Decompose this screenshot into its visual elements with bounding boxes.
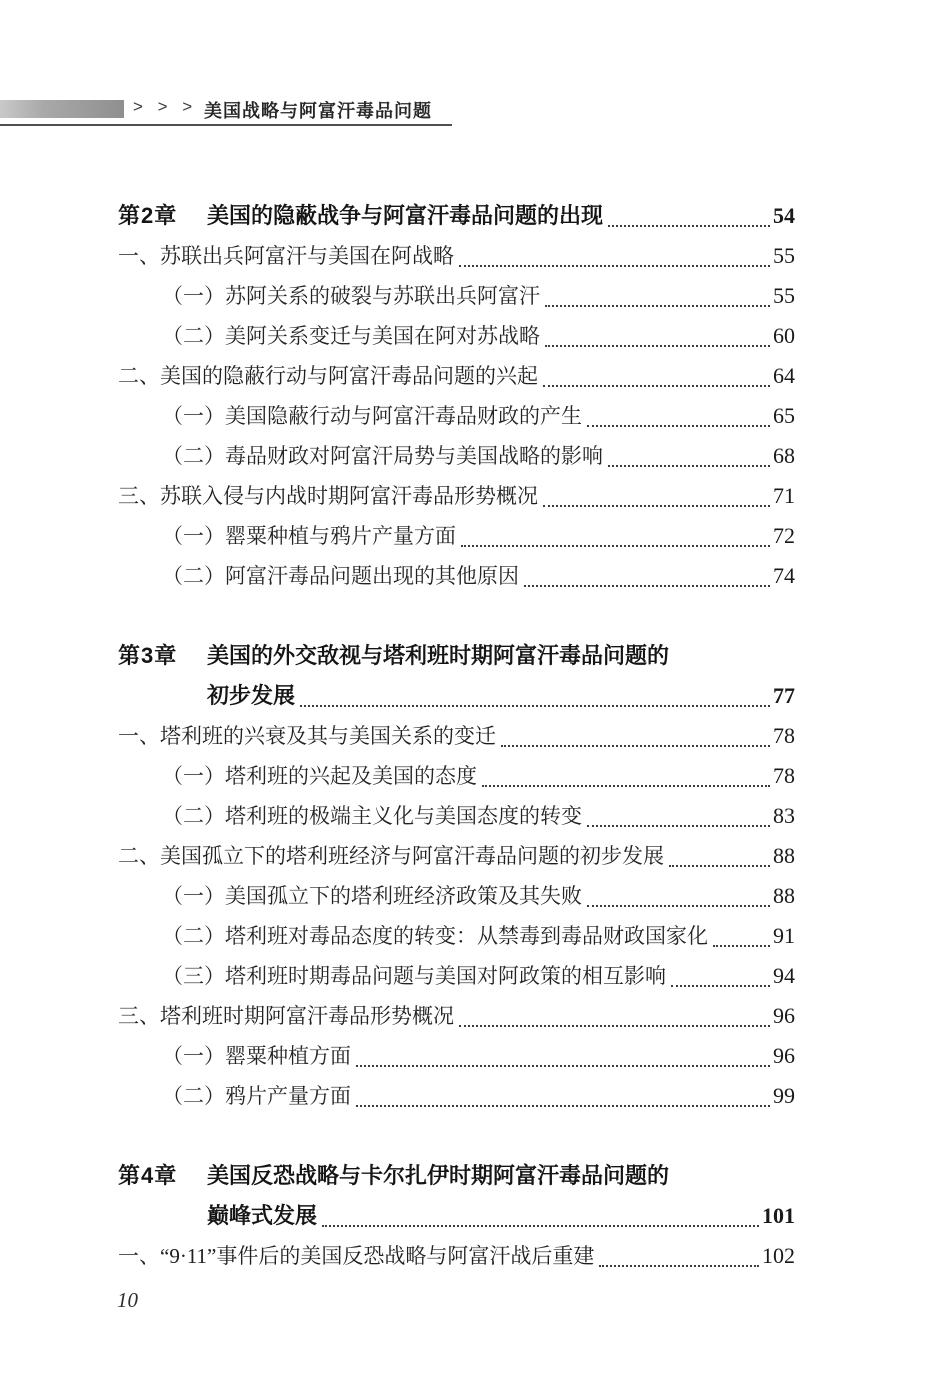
toc-entry <box>118 1076 795 1116</box>
toc-entry <box>118 1236 795 1276</box>
toc-entry-text: 一、塔利班的兴衰及其与美国关系的变迁 <box>118 724 496 748</box>
toc-entry <box>118 356 795 396</box>
toc-entry-text: 初步发展 <box>207 683 296 708</box>
toc-entry-page: 65 <box>773 403 795 428</box>
toc-entry <box>118 996 795 1036</box>
toc-entry-text: （一）罂粟种植与鸦片产量方面 <box>162 524 456 548</box>
toc-entry-page: 55 <box>773 243 795 268</box>
dot-leader <box>545 345 770 347</box>
toc-entry-text: 二、美国孤立下的塔利班经济与阿富汗毒品问题的初步发展 <box>118 844 664 868</box>
toc-entry <box>118 476 795 516</box>
dot-leader <box>543 385 770 387</box>
toc-entry-text: 美国的隐蔽战争与阿富汗毒品问题的出现 <box>207 203 604 228</box>
toc-entry <box>118 876 795 916</box>
chapter-label: 第4章 <box>118 1163 178 1188</box>
toc-entry-text: （一）美国孤立下的塔利班经济政策及其失败 <box>162 884 582 908</box>
toc-entry-text: （一）美国隐蔽行动与阿富汗毒品财政的产生 <box>162 404 582 428</box>
toc-entry-text: 一、“9·11”事件后的美国反恐战略与阿富汗战后重建 <box>118 1244 595 1268</box>
toc-entry-page: 78 <box>773 763 795 788</box>
chapter-label: 第2章 <box>118 203 178 228</box>
toc-entry <box>118 836 795 876</box>
dot-leader <box>608 225 770 227</box>
toc-entry-page: 72 <box>773 523 795 548</box>
dot-leader <box>322 1225 759 1227</box>
dot-leader <box>587 905 770 907</box>
toc-entry-page: 83 <box>773 803 795 828</box>
toc-entry-page: 94 <box>773 963 795 988</box>
toc-entry <box>118 1156 795 1196</box>
toc-entry <box>118 956 795 996</box>
dot-leader <box>713 945 770 947</box>
dot-leader <box>300 705 770 707</box>
page-number: 10 <box>117 1288 138 1312</box>
toc-entry <box>118 1196 795 1236</box>
toc-entry <box>118 316 795 356</box>
dot-leader <box>461 545 770 547</box>
toc-entry-page: 77 <box>773 683 795 708</box>
toc-entry-page: 96 <box>773 1043 795 1068</box>
toc-entry-page: 88 <box>773 843 795 868</box>
toc-entry-page: 68 <box>773 443 795 468</box>
toc-entry <box>118 676 795 716</box>
toc-entry-text: 美国的外交敌视与塔利班时期阿富汗毒品问题的 <box>207 643 670 668</box>
toc-entry <box>118 516 795 556</box>
dot-leader <box>587 825 770 827</box>
toc-entry-page: 91 <box>773 923 795 948</box>
toc-entry <box>118 436 795 476</box>
dot-leader <box>356 1105 770 1107</box>
toc-entry-text: （二）塔利班的极端主义化与美国态度的转变 <box>162 804 582 828</box>
dot-leader <box>524 585 770 587</box>
toc-entry-text: （一）苏阿关系的破裂与苏联出兵阿富汗 <box>162 284 540 308</box>
toc-entry <box>118 276 795 316</box>
dot-leader <box>545 305 770 307</box>
toc-entry-text: （二）美阿关系变迁与美国在阿对苏战略 <box>162 324 540 348</box>
toc-entry <box>118 236 795 276</box>
toc-entry <box>118 196 795 236</box>
toc-entry <box>118 1036 795 1076</box>
toc-entry-page: 74 <box>773 563 795 588</box>
toc-entry <box>118 716 795 756</box>
toc-entry-page: 101 <box>762 1203 795 1228</box>
toc-entry-text: （一）塔利班的兴起及美国的态度 <box>162 764 477 788</box>
toc-entry-text: 三、苏联入侵与内战时期阿富汗毒品形势概况 <box>118 484 538 508</box>
toc-entry-text: （三）塔利班时期毒品问题与美国对阿政策的相互影响 <box>162 964 666 988</box>
toc-entry-text: （二）鸦片产量方面 <box>162 1084 351 1108</box>
dot-leader <box>543 505 770 507</box>
toc-entry <box>118 756 795 796</box>
dot-leader <box>608 465 770 467</box>
toc-entry-page: 55 <box>773 283 795 308</box>
toc-entry-page: 99 <box>773 1083 795 1108</box>
dot-leader <box>671 985 770 987</box>
toc-entry-text: （一）罂粟种植方面 <box>162 1044 351 1068</box>
toc-entry-page: 54 <box>773 203 795 228</box>
toc-section <box>118 1156 795 1276</box>
toc-entry-page: 64 <box>773 363 795 388</box>
dot-leader <box>587 425 770 427</box>
toc-entry <box>118 396 795 436</box>
toc-entry-page: 78 <box>773 723 795 748</box>
toc-entry-text: 三、塔利班时期阿富汗毒品形势概况 <box>118 1004 454 1028</box>
toc-entry-text: 二、美国的隐蔽行动与阿富汗毒品问题的兴起 <box>118 364 538 388</box>
toc-entry-text: （二）毒品财政对阿富汗局势与美国战略的影响 <box>162 444 603 468</box>
toc-section <box>118 196 795 596</box>
chapter-label: 第3章 <box>118 643 178 668</box>
header-rule <box>0 124 452 126</box>
toc-entry <box>118 796 795 836</box>
chevron-icons: > > > <box>133 97 193 116</box>
dot-leader <box>356 1065 770 1067</box>
dot-leader <box>482 785 770 787</box>
toc-entry-text: （二）阿富汗毒品问题出现的其他原因 <box>162 564 519 588</box>
dot-leader <box>501 745 770 747</box>
running-head-title: 美国战略与阿富汗毒品问题 <box>204 101 432 121</box>
toc-entry <box>118 636 795 676</box>
table-of-contents <box>118 196 795 1276</box>
toc-entry <box>118 916 795 956</box>
toc-section <box>118 636 795 1116</box>
toc-entry-text: 一、苏联出兵阿富汗与美国在阿战略 <box>118 244 454 268</box>
toc-entry-text: 巅峰式发展 <box>207 1203 318 1228</box>
dot-leader <box>599 1265 759 1267</box>
dot-leader <box>459 1025 770 1027</box>
dot-leader <box>669 865 770 867</box>
toc-entry <box>118 556 795 596</box>
toc-entry-text: 美国反恐战略与卡尔扎伊时期阿富汗毒品问题的 <box>207 1163 670 1188</box>
header-gradient-bar <box>0 100 124 118</box>
toc-entry-page: 88 <box>773 883 795 908</box>
toc-entry-text: （二）塔利班对毒品态度的转变：从禁毒到毒品财政国家化 <box>162 924 708 948</box>
toc-entry-page: 96 <box>773 1003 795 1028</box>
toc-entry-page: 102 <box>762 1243 795 1268</box>
toc-entry-page: 71 <box>773 483 795 508</box>
toc-entry-page: 60 <box>773 323 795 348</box>
dot-leader <box>459 265 770 267</box>
